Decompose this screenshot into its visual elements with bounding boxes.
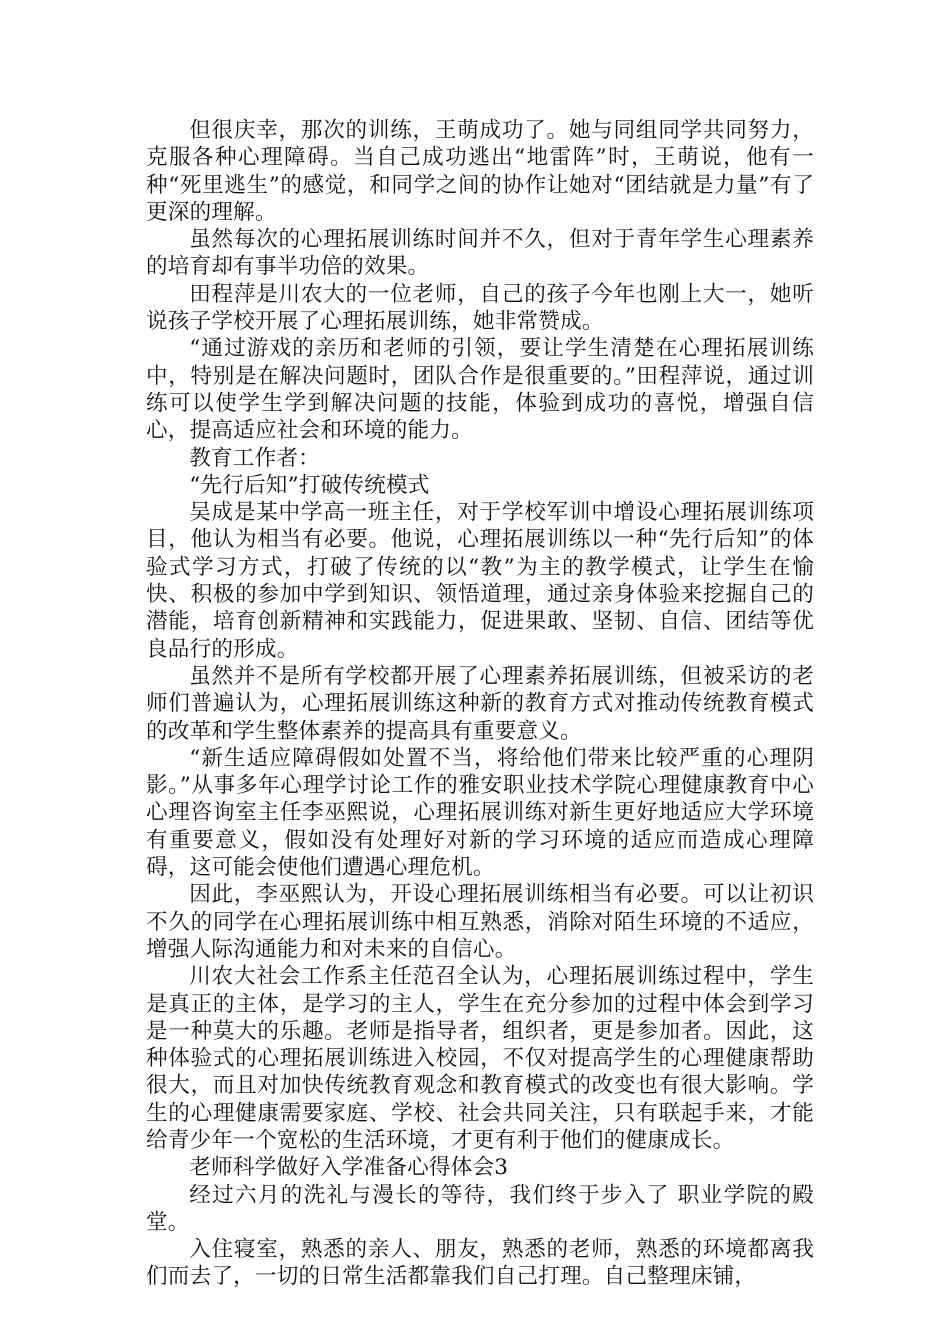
paragraph: 吴成是某中学高一班主任，对于学校军训中增设心理拓展训练项目，他认为相当有必要。他说，心理拓展训练以一种“先行后知”的体验式学习方式，打破了传统的以“教”为主的教学模式，让学生在愉快、积极的参加中学到知识、领悟道理，通过亲身体验来挖掘自己的潜能，培育创新精神和实践能力，促进果敢、坚韧、自信、团结等优良品行的形成。 <box>146 500 814 662</box>
quote-paragraph: “通过游戏的亲历和老师的引领，要让学生清楚在心理拓展训练中，特别是在解决问题时，团队合作是很重要的。”田程萍说，通过训练可以使学生学到解决问题的技能，体验到成功的喜悦，增强自信心，提高适应社会和环境的能力。 <box>146 336 814 444</box>
paragraph: 经过六月的洗礼与漫长的等待，我们终于步入了 职业学院的殿堂。 <box>146 1182 814 1235</box>
paragraph: 田程萍是川农大的一位老师，自己的孩子今年也刚上大一，她听说孩子学校开展了心理拓展训练，她非常赞成。 <box>146 281 814 335</box>
paragraph: 虽然每次的心理拓展训练时间并不久，但对于青年学生心理素养的培育却有事半功倍的效果。 <box>146 227 814 280</box>
paragraph: 入住寝室，熟悉的亲人、朋友，熟悉的老师，熟悉的环境都离我们而去了，一切的日常生活都靠我们自己打理。自己整理床铺， <box>146 1237 814 1290</box>
section-heading: 教育工作者： <box>189 445 320 471</box>
quote-paragraph: “新生适应障碍假如处置不当，将给他们带来比较严重的心理阴影。”从事多年心理学讨论工作的雅安职业技术学院心理健康教育中心心理咨询室主任李巫熙说，心理拓展训练对新生更好地适应大学环境有重要意义，假如没有处理好对新的学习环境的适应而造成心理障碍，这可能会使他们遭遇心理危机。 <box>146 745 814 881</box>
section-subheading: “先行后知”打破传统模式 <box>189 472 430 498</box>
document-page <box>146 117 814 1291</box>
paragraph: 因此，李巫熙认为，开设心理拓展训练相当有必要。可以让初识不久的同学在心理拓展训练中相互熟悉，消除对陌生环境的不适应，增强人际沟通能力和对未来的自信心。 <box>146 882 814 962</box>
paragraph: 虽然并不是所有学校都开展了心理素养拓展训练，但被采访的老师们普遍认为，心理拓展训练这种新的教育方式对推动传统教育模式的改革和学生整体素养的提高具有重要意义。 <box>146 663 814 744</box>
article-title: 老师科学做好入学准备心得体会3 <box>189 1155 509 1181</box>
paragraph: 川农大社会工作系主任范召全认为，心理拓展训练过程中，学生是真正的主体，是学习的主人，学生在充分参加的过程中体会到学习是一种莫大的乐趣。老师是指导者，组织者，更是参加者。因此，这种体验式的心理拓展训练进入校园，不仅对提高学生的心理健康帮助很大，而且对加快传统教育观念和教育模式的改变也有很大影响。学生的心理健康需要家庭、学校、社会共同关注，只有联起手来，才能给青少年一个宽松的生活环境，才更有利于他们的健康成长。 <box>146 964 814 1153</box>
paragraph: 但很庆幸，那次的训练，王萌成功了。她与同组同学共同努力，克服各种心理障碍。当自己成功逃出“地雷阵”时，王萌说，他有一种“死里逃生”的感觉，和同学之间的协作让她对“团结就是力量”有了更深的理解。 <box>146 118 814 225</box>
